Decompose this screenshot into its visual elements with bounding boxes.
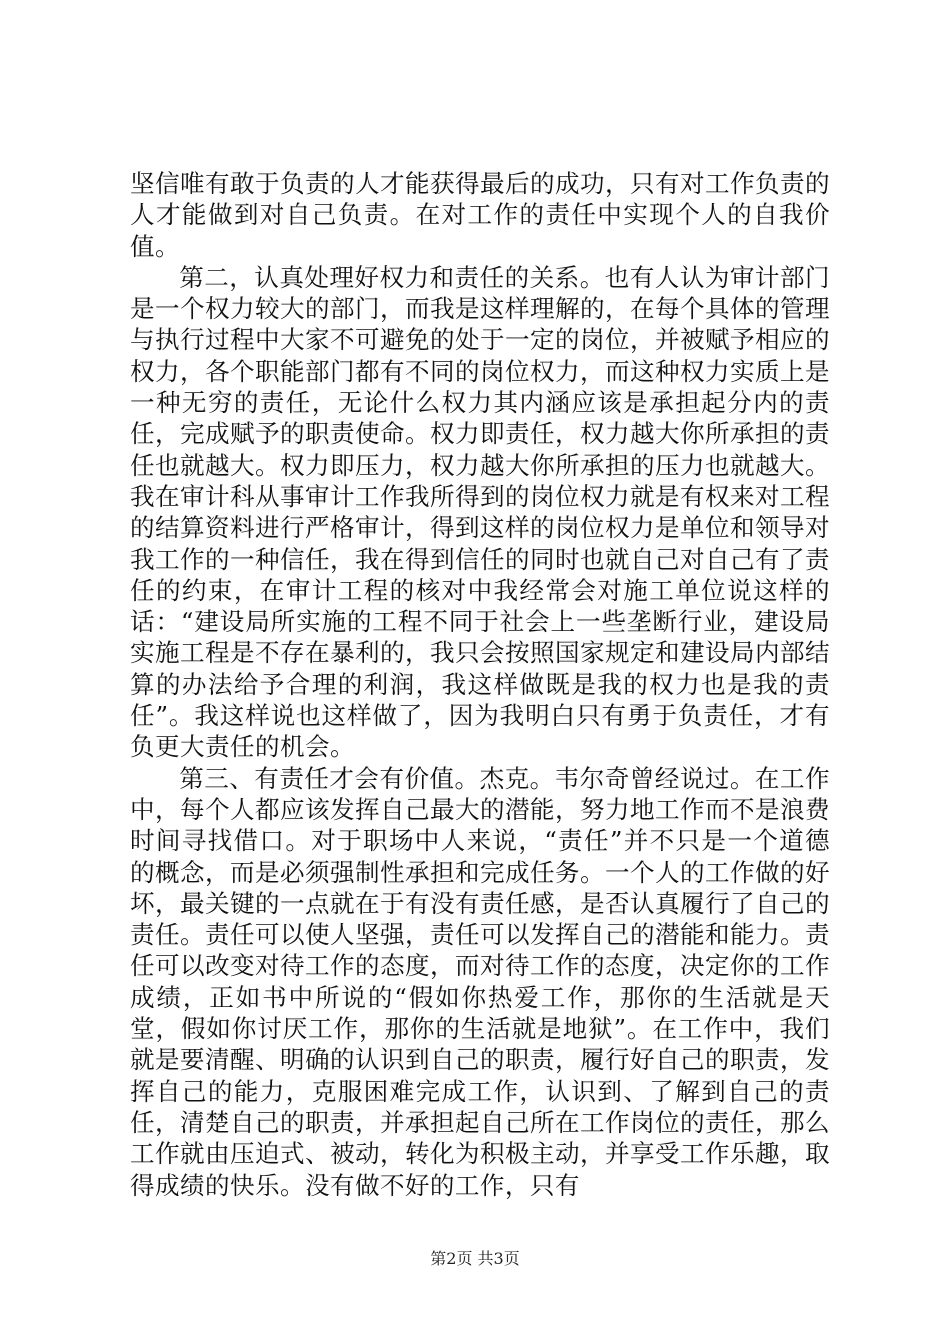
document-body <box>130 168 830 1201</box>
paragraph-continuation: 坚信唯有敢于负责的人才能获得最后的成功，只有对工作负责的人才能做到对自己负责。在对工作的责任中实现个人的自我价值。 <box>130 169 830 261</box>
paragraph-second-point: 第二，认真处理好权力和责任的关系。也有人认为审计部门是一个权力较大的部门，而我是这样理解的，在每个具体的管理与执行过程中大家不可避免的处于一定的岗位，并被赋予相应的权力，各个职能部门都有不同的岗位权力，而这种权力实质上是一种无穷的责任，无论什么权力其内涵应该是承担起分内的责任，完成赋予的职责使命。权力即责任，权力越大你所承担的责任也就越大。权力即压力，权力越大你所承担的压力也就越大。我在审计科从事审计工作我所得到的岗位权力就是有权来对工程的结算资料进行严格审计，得到这样的岗位权力是单位和领导对我工作的一种信任，我在得到信任的同时也就自己对自己有了责任的约束，在审计工程的核对中我经常会对施工单位说这样的话：“建设局所实施的工程不同于社会上一些垄断行业，建设局实施工程是不存在暴利的，我只会按照国家规定和建设局内部结算的办法给予合理的利润，我这样做既是我的权力也是我的责任”。我这样说也这样做了，因为我明白只有勇于负责任，才有负更大责任的机会。 <box>130 262 830 762</box>
page-number-footer: 第2页 共3页 <box>430 1249 520 1268</box>
paragraph-third-point: 第三、有责任才会有价值。杰克。韦尔奇曾经说过。在工作中，每个人都应该发挥自己最大的潜能，努力地工作而不是浪费时间寻找借口。对于职场中人来说，“责任”并不只是一个道德的概念，而是必须强制性承担和完成任务。一个人的工作做的好坏，最关键的一点就在于有没有责任感，是否认真履行了自己的责任。责任可以使人坚强，责任可以发挥自己的潜能和能力。责任可以改变对待工作的态度，而对待工作的态度，决定你的工作成绩，正如书中所说的“假如你热爱工作，那你的生活就是天堂，假如你讨厌工作，那你的生活就是地狱”。在工作中，我们就是要清醒、明确的认识到自己的职责，履行好自己的职责，发挥自己的能力，克服困难完成工作，认识到、了解到自己的责任，清楚自己的职责，并承担起自己所在工作岗位的责任，那么工作就由压迫式、被动，转化为积极主动，并享受工作乐趣，取得成绩的快乐。没有做不好的工作，只有 <box>130 763 830 1200</box>
